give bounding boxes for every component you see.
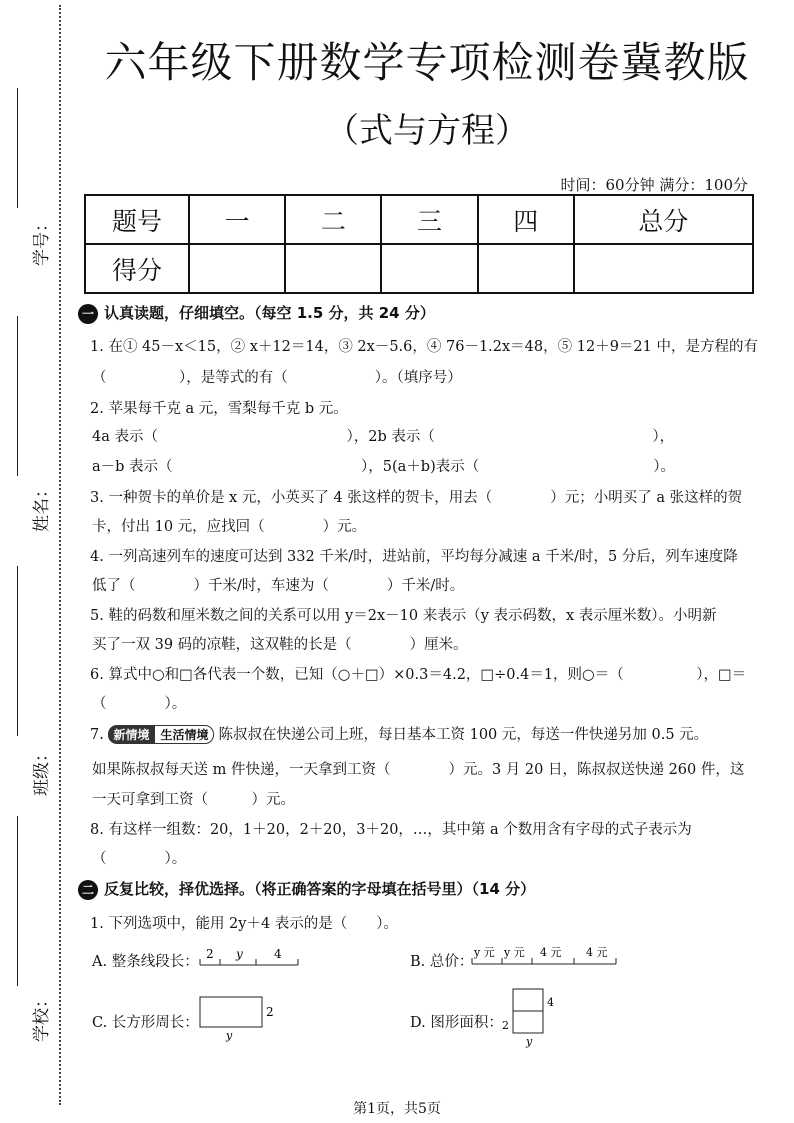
life-context-tag: 生活情境 — [154, 725, 214, 744]
q8-line1: 8. 有这样一组数：20，1＋20，2＋20，3＋20，…，其中第 a 个数用含有字母的式子表示为 — [90, 822, 692, 838]
page-subtitle: （式与方程） — [325, 111, 529, 151]
section-title: 反复比较，择优选择。（将正确答案的字母填在括号里）（14 分） — [104, 880, 536, 898]
q4-line2: 低了（ ）千米/时，车速为（ ）千米/时。 — [92, 578, 465, 594]
fig-b-label: 4 元 — [540, 946, 562, 959]
q2-line1: 2. 苹果每千克 a 元，雪梨每千克 b 元。 — [90, 401, 348, 417]
fig-b-label: y 元 — [474, 946, 495, 959]
score-head-cell: 题号 — [85, 195, 189, 244]
fig-a-label: 2 — [206, 947, 214, 961]
q7-line1 — [90, 723, 708, 744]
q4-line1: 4. 一列高速列车的速度可达到 332 千米/时，进站前，平均每分减速 a 千米/时，5 分后，列车速度降 — [90, 549, 738, 565]
section-1-heading — [78, 302, 435, 324]
section-title: 认真读题，仔细填空。（每空 1.5 分，共 24 分） — [104, 304, 435, 322]
score-head-cell: 总分 — [574, 195, 753, 244]
xuexiao-label: 学校： — [32, 991, 52, 1042]
fig-d-label: 4 — [547, 996, 554, 1009]
score-input-cell[interactable] — [381, 244, 477, 293]
fig-a-label: 4 — [274, 947, 282, 961]
fig-b-label: y 元 — [504, 946, 525, 959]
page-footer: 第1页，共5页 — [353, 1101, 441, 1117]
q6-line1: 6. 算式中○和□各代表一个数，已知（○＋□）×0.3＝4.2，□÷0.4＝1，则○＝（ ），□＝ — [90, 667, 747, 683]
option-c-rectangle-figure — [198, 994, 282, 1042]
score-head-cell: 三 — [381, 195, 477, 244]
score-table — [84, 194, 754, 294]
new-context-tag: 新情境 — [108, 725, 154, 744]
banji-line — [17, 566, 18, 736]
score-value-row — [85, 244, 753, 293]
score-input-cell[interactable] — [478, 244, 574, 293]
score-head-cell: 四 — [478, 195, 574, 244]
q6-line2: （ ）。 — [92, 696, 187, 712]
page-title: 六年级下册数学专项检测卷冀教版 — [104, 38, 750, 87]
q7-text: 陈叔叔在快递公司上班，每日基本工资 100 元，每送一件快递另加 0.5 元。 — [218, 727, 709, 743]
q8-line2: （ ）。 — [92, 851, 187, 867]
section-2-heading — [78, 878, 535, 900]
option-a-label: A. 整条线段长： — [92, 954, 199, 970]
option-d-area-figure — [498, 986, 562, 1048]
binding-dashed-line — [59, 5, 61, 1105]
s2-q1: 1. 下列选项中，能用 2y＋4 表示的是（ ）。 — [90, 916, 399, 932]
fig-c-label: y — [226, 1029, 233, 1042]
exam-meta: 时间：60分钟 满分：100分 — [560, 176, 748, 194]
score-input-cell[interactable] — [189, 244, 285, 293]
q7-line3: 一天可拿到工资（ ）元。 — [92, 792, 295, 808]
option-a-segment-figure — [198, 944, 302, 970]
xuexiao-line — [17, 816, 18, 986]
fig-c-label: 2 — [266, 1005, 274, 1019]
option-b-label: B. 总价： — [410, 954, 474, 970]
section-badge: 二 — [78, 880, 98, 900]
banji-label: 班级： — [32, 745, 52, 796]
fig-d-label: y — [526, 1035, 533, 1048]
score-head-cell: 一 — [189, 195, 285, 244]
xuehao-label: 学号： — [32, 215, 52, 266]
q5-line2: 买了一双 39 码的凉鞋，这双鞋的长是（ ）厘米。 — [92, 637, 468, 653]
fig-d-label: 2 — [502, 1019, 509, 1032]
score-input-cell[interactable] — [574, 244, 753, 293]
q1-line2: （ ），是等式的有（ ）。（填序号） — [92, 370, 462, 386]
option-d-label: D. 图形面积： — [410, 1015, 503, 1031]
q1-line1: 1. 在① 45－x＜15，② x＋12＝14，③ 2x－5.6，④ 76－1.2x＝48，⑤ 12＋9＝21 中，是方程的有 — [90, 339, 758, 355]
score-head-cell: 二 — [285, 195, 381, 244]
xuehao-line — [17, 88, 18, 208]
score-label-cell: 得分 — [85, 244, 189, 293]
score-input-cell[interactable] — [285, 244, 381, 293]
q2-line3: a－b 表示（ ），5(a＋b)表示（ ）。 — [92, 459, 675, 475]
q3-line2: 卡，付出 10 元，应找回（ ）元。 — [92, 519, 367, 535]
q5-line1: 5. 鞋的码数和厘米数之间的关系可以用 y＝2x－10 来表示（y 表示码数，x 表示厘米数）。小明新 — [90, 608, 717, 624]
fig-a-label: y — [236, 947, 243, 961]
xingming-line — [17, 316, 18, 476]
q7-number: 7. — [90, 727, 104, 743]
fig-b-label: 4 元 — [586, 946, 608, 959]
section-badge: 一 — [78, 304, 98, 324]
xingming-label: 姓名： — [32, 481, 52, 532]
option-c-label: C. 长方形周长： — [92, 1015, 199, 1031]
q3-line1: 3. 一种贺卡的单价是 x 元，小英买了 4 张这样的贺卡，用去（ ）元；小明买了 a 张这样的贺 — [90, 490, 743, 506]
q2-line2: 4a 表示（ ），2b 表示（ ）， — [92, 429, 675, 445]
option-b-segment-figure — [470, 942, 620, 970]
score-header-row — [85, 195, 753, 244]
q7-line2: 如果陈叔叔每天送 m 件快递，一天拿到工资（ ）元。3 月 20 日，陈叔叔送快递 260 件，这 — [92, 762, 745, 778]
